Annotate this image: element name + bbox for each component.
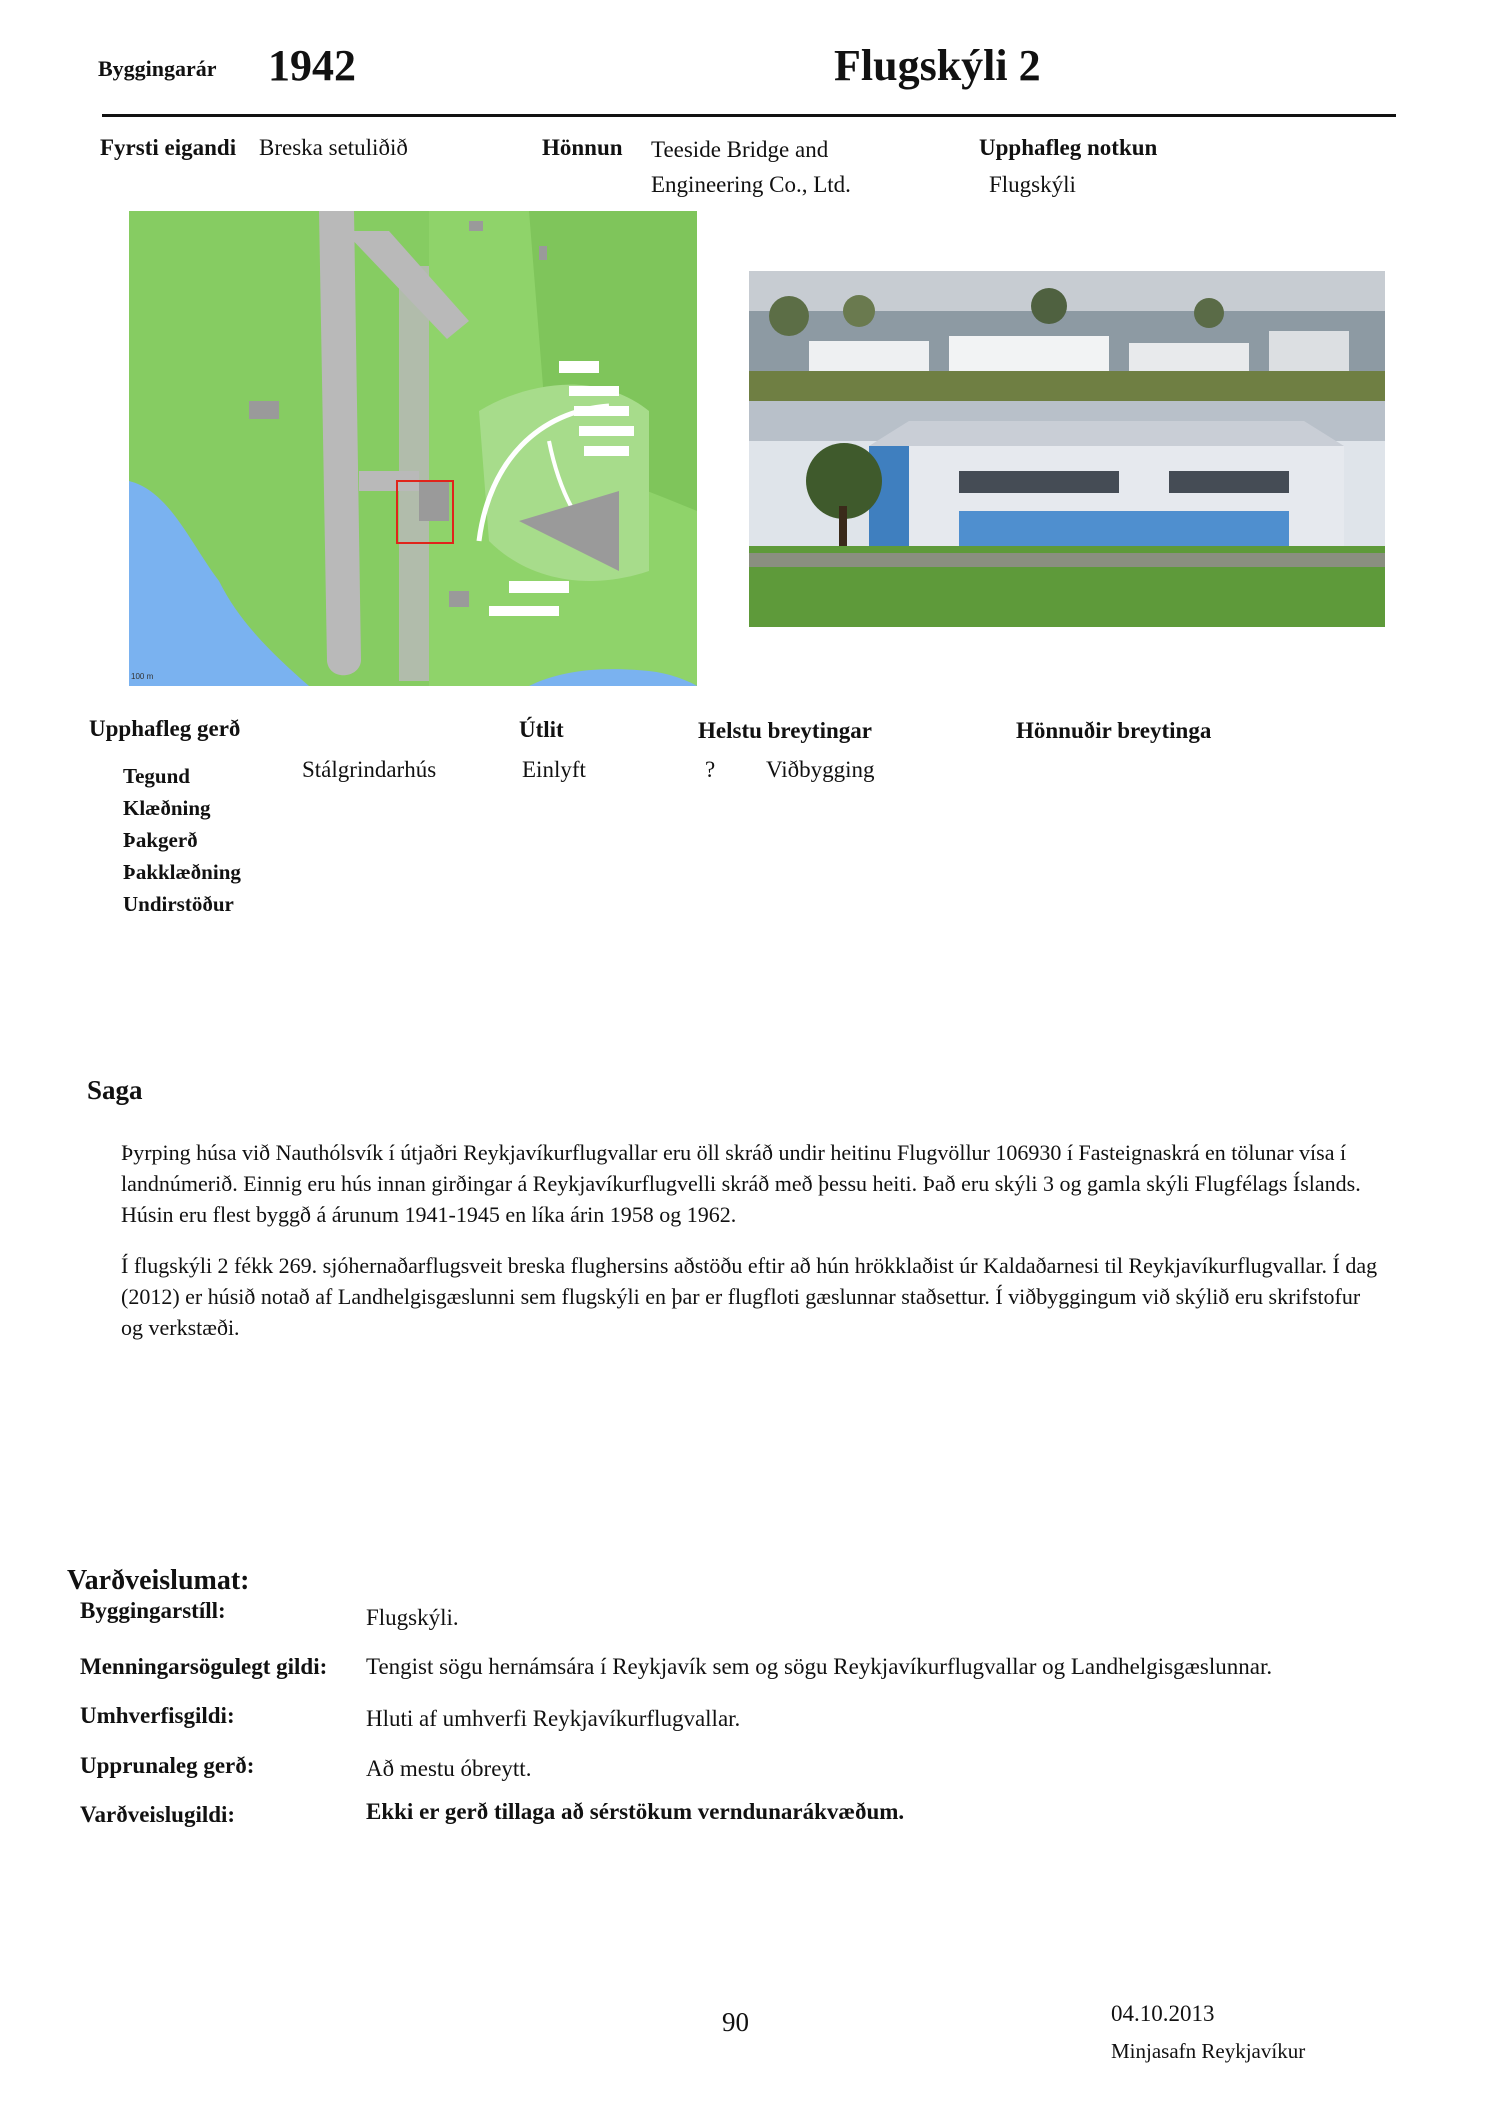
construction-year: 1942 bbox=[268, 41, 356, 90]
footer-date: 04.10.2013 bbox=[1111, 2001, 1215, 2026]
attribute-foundation-label: Undirstöður bbox=[123, 892, 234, 916]
assessment-label: Byggingarstíll: bbox=[80, 1598, 226, 1623]
attribute-list bbox=[123, 760, 241, 920]
assessment-value: Að mestu óbreytt. bbox=[366, 1756, 532, 1781]
saga-heading: Saga bbox=[87, 1075, 143, 1105]
change-value: Viðbygging bbox=[766, 757, 875, 782]
header-divider bbox=[102, 114, 1396, 117]
saga-paragraph-1: Þyrping húsa við Nauthólsvík í útjaðri Reykjavíkurflugvallar eru öll skráð undir heitinu Flugvöllur 106930 í Fasteignaskrá en tölunar vísa í landnúmerið. Einnig eru hús innan girðingar á Reykjavíkurflugvelli skráð með þessu heiti. Það eru skýli 3 og gamla skýli Flugfélags Íslands. Húsin eru flest byggð á árunum 1941-1945 en líka árin 1958 og 1962. bbox=[121, 1140, 1361, 1227]
footer-organization: Minjasafn Reykjavíkur bbox=[1111, 2039, 1306, 2063]
assessment-label: Menningarsögulegt gildi: bbox=[80, 1654, 328, 1679]
assessment-value: Tengist sögu hernámsára í Reykjavík sem og sögu Reykjavíkurflugvallar og Landhelgisgæslunnar. bbox=[366, 1654, 1273, 1679]
assessment-value: Hluti af umhverfi Reykjavíkurflugvallar. bbox=[366, 1706, 741, 1731]
assessment-value: Flugskýli. bbox=[366, 1605, 459, 1630]
change-designers-heading: Hönnuðir breytinga bbox=[1016, 718, 1212, 743]
original-use-label: Upphafleg notkun bbox=[979, 135, 1158, 160]
exterior-value: Einlyft bbox=[522, 757, 586, 782]
main-changes-heading: Helstu breytingar bbox=[698, 718, 872, 743]
attribute-roofing-label: Þakklæðning bbox=[123, 860, 241, 884]
year-label: Byggingarár bbox=[98, 56, 217, 81]
type-value: Stálgrindarhús bbox=[302, 757, 437, 782]
original-use-value: Flugskýli bbox=[989, 172, 1076, 197]
assessment-heading: Varðveislumat: bbox=[67, 1565, 250, 1596]
location-map bbox=[129, 211, 697, 686]
owner-label: Fyrsti eigandi bbox=[100, 135, 237, 160]
design-value-line1: Teeside Bridge and bbox=[651, 137, 829, 162]
design-label: Hönnun bbox=[542, 135, 623, 160]
owner-value: Breska setuliðið bbox=[259, 135, 408, 160]
assessment-label: Umhverfisgildi: bbox=[80, 1703, 235, 1728]
design-value-line2: Engineering Co., Ltd. bbox=[651, 172, 851, 197]
page-title: Flugskýli 2 bbox=[834, 41, 1041, 90]
original-type-heading: Upphafleg gerð bbox=[89, 716, 241, 741]
saga-text bbox=[121, 1137, 1381, 1363]
attribute-type-label: Tegund bbox=[123, 764, 190, 788]
assessment-label: Upprunaleg gerð: bbox=[80, 1753, 255, 1778]
hangar-photo bbox=[749, 271, 1385, 627]
exterior-heading: Útlit bbox=[519, 717, 564, 742]
change-year-value: ? bbox=[705, 757, 716, 782]
assessment-value: Ekki er gerð tillaga að sérstökum verndunarákvæðum. bbox=[366, 1799, 905, 1824]
assessment-label: Varðveislugildi: bbox=[80, 1802, 236, 1827]
map-scale-label: 100 m bbox=[131, 672, 154, 681]
attribute-cladding-label: Klæðning bbox=[123, 796, 211, 820]
saga-paragraph-2: Í flugskýli 2 fékk 269. sjóhernaðarflugsveit breska flughersins aðstöðu eftir að hún hrökklaðist úr Kaldaðarnesi til Reykjavíkurflugvallar. Í dag (2012) er húsið notað af Landhelgisgæslunni sem flugskýli en þar er flugfloti gæslunnar staðsettur. Í viðbyggingum við skýlið eru skrifstofur og verkstæði. bbox=[121, 1253, 1378, 1340]
page-number: 90 bbox=[722, 2007, 749, 2037]
attribute-roof-type-label: Þakgerð bbox=[123, 828, 198, 852]
